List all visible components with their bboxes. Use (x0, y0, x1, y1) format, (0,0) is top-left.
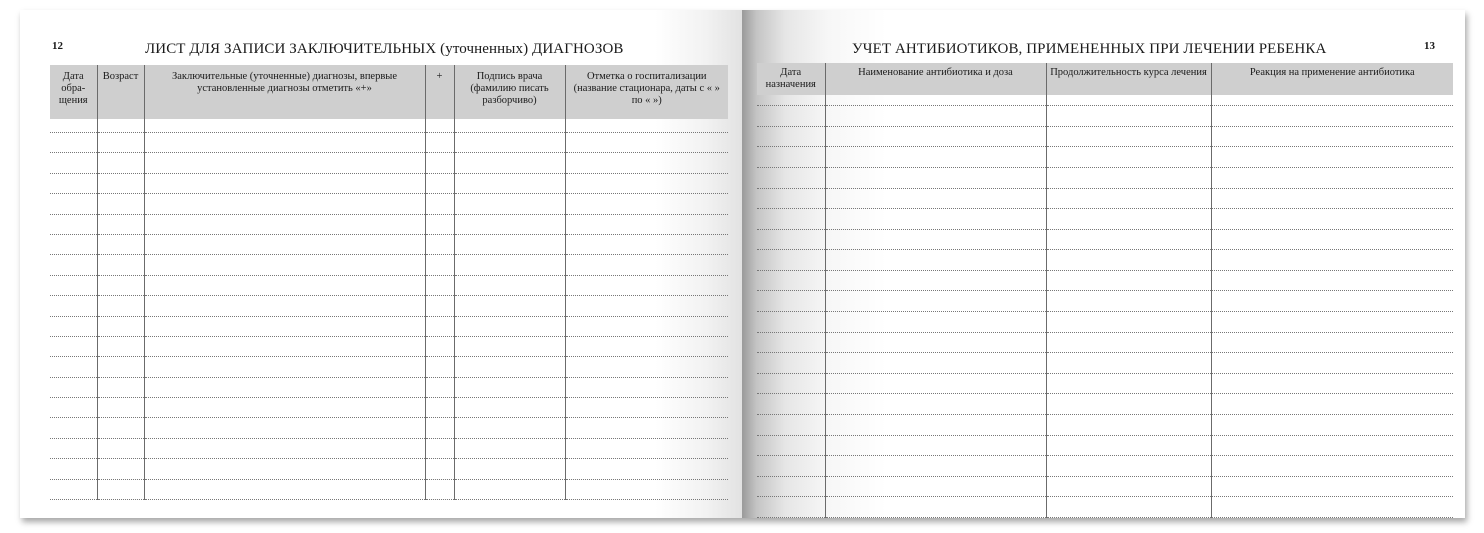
table-cell (1046, 270, 1211, 291)
table-cell (565, 153, 728, 173)
table-cell (757, 312, 825, 333)
column-header-antibiotic-dose: Наименование антибиотика и доза (825, 63, 1046, 95)
table-row (50, 234, 728, 254)
table-cell (1211, 435, 1453, 456)
table-cell (50, 398, 97, 418)
table-row (50, 194, 728, 214)
table-cell (97, 438, 144, 458)
table-cell (425, 438, 454, 458)
table-cell (425, 275, 454, 295)
table-cell (757, 394, 825, 415)
table-cell (50, 479, 97, 499)
table-cell (1046, 126, 1211, 147)
table-cell (97, 377, 144, 397)
table-cell (757, 95, 825, 106)
table-row (757, 106, 1453, 127)
table-cell (425, 255, 454, 275)
table-row (50, 316, 728, 336)
table-row (50, 336, 728, 356)
table-row (757, 394, 1453, 415)
table-cell (757, 373, 825, 394)
table-cell (454, 119, 565, 133)
table-cell (1046, 415, 1211, 436)
table-cell (757, 415, 825, 436)
table-row (757, 415, 1453, 436)
table-row (757, 312, 1453, 333)
table-cell (97, 234, 144, 254)
table-cell (1211, 167, 1453, 188)
table-cell (1046, 147, 1211, 168)
table-cell (97, 398, 144, 418)
table-row (50, 438, 728, 458)
table-row (757, 167, 1453, 188)
table-cell (97, 214, 144, 234)
table-row (757, 95, 1453, 106)
table-cell (454, 336, 565, 356)
table-cell (425, 133, 454, 153)
table-cell (425, 377, 454, 397)
table-cell (757, 476, 825, 497)
table-cell (1211, 188, 1453, 209)
table-cell (50, 377, 97, 397)
table-cell (565, 438, 728, 458)
table-row (757, 229, 1453, 250)
table-row (757, 188, 1453, 209)
table-cell (565, 357, 728, 377)
table-cell (825, 291, 1046, 312)
table-header-row (757, 63, 1453, 95)
table-cell (144, 234, 425, 254)
table-header-row (50, 65, 728, 119)
table-cell (144, 377, 425, 397)
table-row (50, 153, 728, 173)
table-cell (50, 173, 97, 193)
table-cell (1046, 188, 1211, 209)
table-cell (454, 173, 565, 193)
table-cell (1211, 415, 1453, 436)
table-cell (1046, 95, 1211, 106)
table-cell (1211, 126, 1453, 147)
table-cell (454, 438, 565, 458)
diagnoses-table (50, 65, 728, 500)
table-cell (565, 377, 728, 397)
table-cell (1046, 167, 1211, 188)
table-cell (50, 234, 97, 254)
page-number-left: 12 (52, 40, 63, 52)
table-cell (1211, 476, 1453, 497)
table-cell (757, 229, 825, 250)
table-cell (144, 119, 425, 133)
table-row (757, 476, 1453, 497)
table-cell (144, 316, 425, 336)
table-cell (825, 435, 1046, 456)
table-cell (565, 316, 728, 336)
table-cell (97, 173, 144, 193)
table-cell (454, 296, 565, 316)
table-cell (1211, 270, 1453, 291)
table-cell (825, 126, 1046, 147)
table-cell (565, 255, 728, 275)
table-cell (454, 194, 565, 214)
table-cell (825, 476, 1046, 497)
table-cell (565, 418, 728, 438)
table-cell (1211, 373, 1453, 394)
table-cell (1046, 394, 1211, 415)
table-cell (1211, 209, 1453, 230)
table-row (757, 353, 1453, 374)
table-row (757, 126, 1453, 147)
table-cell (757, 167, 825, 188)
table-cell (565, 214, 728, 234)
table-cell (825, 373, 1046, 394)
table-cell (1046, 435, 1211, 456)
table-cell (425, 459, 454, 479)
table-cell (454, 275, 565, 295)
table-cell (97, 255, 144, 275)
table-row (757, 435, 1453, 456)
table-cell (97, 275, 144, 295)
table-cell (144, 194, 425, 214)
table-cell (825, 332, 1046, 353)
table-cell (565, 275, 728, 295)
table-cell (454, 459, 565, 479)
table-cell (1046, 476, 1211, 497)
table-cell (1211, 394, 1453, 415)
table-cell (825, 188, 1046, 209)
table-cell (454, 418, 565, 438)
table-cell (565, 459, 728, 479)
table-cell (144, 357, 425, 377)
column-header-diagnoses: Заключительные (уточненные) диагнозы, впервые установленные диагнозы отметить «+» (144, 65, 425, 119)
table-cell (144, 336, 425, 356)
table-cell (50, 275, 97, 295)
diagnoses-table-body (50, 119, 728, 500)
table-cell (1046, 229, 1211, 250)
table-cell (1046, 456, 1211, 477)
table-cell (425, 153, 454, 173)
table-row (50, 255, 728, 275)
table-cell (425, 194, 454, 214)
table-cell (757, 188, 825, 209)
table-cell (454, 316, 565, 336)
table-cell (1046, 106, 1211, 127)
table-row (50, 214, 728, 234)
table-cell (1211, 229, 1453, 250)
table-cell (565, 398, 728, 418)
table-cell (757, 353, 825, 374)
table-cell (1046, 291, 1211, 312)
table-cell (825, 106, 1046, 127)
right-page (742, 10, 1465, 518)
table-cell (1211, 291, 1453, 312)
table-row (50, 398, 728, 418)
table-cell (757, 456, 825, 477)
table-cell (565, 119, 728, 133)
table-cell (757, 147, 825, 168)
table-row (757, 456, 1453, 477)
table-cell (1211, 456, 1453, 477)
table-cell (454, 133, 565, 153)
table-cell (757, 106, 825, 127)
table-cell (425, 336, 454, 356)
table-cell (825, 95, 1046, 106)
table-cell (825, 250, 1046, 271)
table-row (50, 296, 728, 316)
table-cell (425, 173, 454, 193)
table-cell (50, 418, 97, 438)
table-cell (97, 357, 144, 377)
table-cell (825, 415, 1046, 436)
table-cell (50, 153, 97, 173)
table-row (757, 250, 1453, 271)
page-title-right: УЧЕТ АНТИБИОТИКОВ, ПРИМЕНЕННЫХ ПРИ ЛЕЧЕНИИ РЕБЕНКА (852, 41, 1327, 57)
table-cell (565, 479, 728, 499)
table-cell (757, 126, 825, 147)
table-cell (1211, 106, 1453, 127)
column-header-doctor-signature: Подпись врача (фамилию писать разборчиво) (454, 65, 565, 119)
column-header-prescription-date: Дата назначения (757, 63, 825, 95)
table-cell (1211, 147, 1453, 168)
table-cell (825, 394, 1046, 415)
table-cell (425, 357, 454, 377)
table-cell (1211, 497, 1453, 518)
table-cell (454, 153, 565, 173)
table-cell (144, 153, 425, 173)
table-row (50, 275, 728, 295)
table-cell (454, 377, 565, 397)
table-cell (757, 435, 825, 456)
table-cell (50, 119, 97, 133)
table-cell (825, 353, 1046, 374)
table-row (757, 497, 1453, 518)
table-cell (50, 438, 97, 458)
table-cell (825, 497, 1046, 518)
table-cell (1046, 250, 1211, 271)
table-row (50, 133, 728, 153)
column-header-reaction: Реакция на применение антибиотика (1211, 63, 1453, 95)
table-cell (425, 119, 454, 133)
table-cell (454, 234, 565, 254)
antibiotics-table (757, 63, 1453, 518)
table-cell (454, 398, 565, 418)
table-cell (565, 234, 728, 254)
table-row (757, 373, 1453, 394)
table-cell (1046, 332, 1211, 353)
table-cell (425, 479, 454, 499)
column-header-course-duration: Продолжительность курса лечения (1046, 63, 1211, 95)
table-cell (454, 479, 565, 499)
table-cell (97, 479, 144, 499)
table-row (50, 418, 728, 438)
table-row (50, 119, 728, 133)
table-cell (144, 296, 425, 316)
table-cell (97, 153, 144, 173)
table-cell (144, 255, 425, 275)
table-row (50, 479, 728, 499)
table-cell (144, 479, 425, 499)
table-cell (50, 214, 97, 234)
table-cell (425, 316, 454, 336)
notebook-spread (20, 10, 1465, 518)
table-cell (757, 291, 825, 312)
table-cell (50, 316, 97, 336)
table-cell (757, 270, 825, 291)
table-cell (50, 255, 97, 275)
table-cell (144, 398, 425, 418)
table-cell (1211, 332, 1453, 353)
table-cell (757, 332, 825, 353)
table-cell (144, 418, 425, 438)
table-cell (1046, 209, 1211, 230)
table-cell (825, 456, 1046, 477)
table-cell (425, 296, 454, 316)
table-row (50, 173, 728, 193)
table-cell (565, 173, 728, 193)
table-row (757, 147, 1453, 168)
table-cell (97, 133, 144, 153)
table-row (757, 209, 1453, 230)
table-cell (757, 250, 825, 271)
table-row (50, 357, 728, 377)
table-cell (50, 357, 97, 377)
table-cell (97, 194, 144, 214)
table-cell (97, 119, 144, 133)
table-cell (565, 133, 728, 153)
table-cell (565, 336, 728, 356)
table-row (757, 291, 1453, 312)
table-cell (454, 357, 565, 377)
table-cell (144, 459, 425, 479)
table-cell (1211, 312, 1453, 333)
table-cell (425, 418, 454, 438)
table-cell (1211, 95, 1453, 106)
table-cell (425, 214, 454, 234)
table-cell (50, 459, 97, 479)
column-header-plus: + (425, 65, 454, 119)
table-row (50, 459, 728, 479)
table-cell (1211, 353, 1453, 374)
table-cell (50, 194, 97, 214)
table-cell (50, 336, 97, 356)
table-cell (825, 167, 1046, 188)
table-cell (825, 312, 1046, 333)
table-cell (825, 270, 1046, 291)
table-cell (97, 459, 144, 479)
table-cell (825, 147, 1046, 168)
table-cell (757, 497, 825, 518)
table-cell (144, 275, 425, 295)
table-row (50, 377, 728, 397)
column-header-age: Возраст (97, 65, 144, 119)
table-cell (144, 214, 425, 234)
table-cell (97, 316, 144, 336)
table-cell (454, 214, 565, 234)
table-cell (1046, 497, 1211, 518)
table-cell (50, 296, 97, 316)
table-cell (144, 133, 425, 153)
table-cell (97, 296, 144, 316)
page-title-left: ЛИСТ ДЛЯ ЗАПИСИ ЗАКЛЮЧИТЕЛЬНЫХ (уточненных) ДИАГНОЗОВ (145, 41, 624, 57)
table-cell (144, 438, 425, 458)
column-header-hospitalization: Отметка о госпитализации (название стационара, даты с « » по « ») (565, 65, 728, 119)
table-cell (1046, 353, 1211, 374)
table-cell (425, 398, 454, 418)
table-cell (1211, 250, 1453, 271)
table-cell (144, 173, 425, 193)
table-cell (825, 229, 1046, 250)
column-header-date: Дата обра- щения (50, 65, 97, 119)
table-row (757, 270, 1453, 291)
table-cell (454, 255, 565, 275)
table-cell (97, 418, 144, 438)
table-cell (97, 336, 144, 356)
antibiotics-table-body (757, 95, 1453, 517)
table-cell (1046, 373, 1211, 394)
table-cell (425, 234, 454, 254)
table-cell (757, 209, 825, 230)
table-cell (825, 209, 1046, 230)
table-cell (565, 296, 728, 316)
table-cell (565, 194, 728, 214)
table-cell (50, 133, 97, 153)
table-row (757, 332, 1453, 353)
left-page (20, 10, 742, 518)
table-cell (1046, 312, 1211, 333)
page-number-right: 13 (1424, 40, 1435, 52)
